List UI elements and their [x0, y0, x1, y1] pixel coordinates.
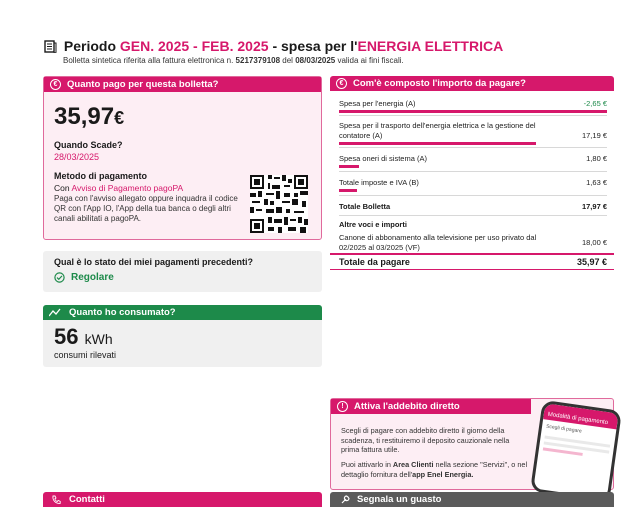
- divider: [339, 171, 607, 172]
- composition-row-value: 1,80 €: [586, 154, 607, 163]
- composition-row-value: 1,63 €: [586, 178, 607, 187]
- chart-icon: [49, 308, 61, 317]
- payment-method-label: Metodo di pagamento: [54, 171, 147, 181]
- total-bottom-line: [330, 269, 614, 270]
- direct-debit-text: Scegli di pagare con addebito diretto il giorno della scadenza, ti restituiremo il deposito cauzionale nella prima fattura utile.: [341, 426, 510, 454]
- divider: [339, 115, 607, 116]
- direct-debit-title: Attiva l'addebito diretto: [354, 401, 460, 412]
- contacts-bar[interactable]: [43, 492, 322, 507]
- document-icon: [44, 40, 57, 53]
- euro-icon: €: [50, 79, 61, 90]
- divider: [339, 195, 607, 196]
- composition-row-bar: [339, 165, 359, 168]
- payment-status-value: Regolare: [71, 272, 114, 283]
- invoice-text-1: Bolletta sintetica riferita alla fattura elettronica n.: [63, 56, 234, 65]
- qr-code[interactable]: [250, 175, 308, 233]
- composition-row-label: Spesa per il trasporto dell'energia elettrica e la gestione del contatore (A): [339, 121, 536, 140]
- bill-amount: [54, 103, 124, 131]
- invoice-number: 5217379108: [235, 56, 281, 65]
- invoice-text-3: valida ai fini fiscali.: [337, 56, 404, 65]
- phone-title: Modalità di pagamento: [543, 403, 619, 429]
- direct-debit-instructions: [341, 460, 531, 479]
- due-label: Quando Scade?: [54, 140, 123, 150]
- direct-debit-header: [331, 399, 531, 414]
- phone-illustration: [530, 400, 622, 502]
- invoice-reference: [63, 56, 404, 65]
- check-circle-icon: [54, 272, 65, 283]
- page-title: [44, 38, 503, 54]
- composition-panel: [330, 76, 614, 267]
- composition-panel-title: Com'è composto l'importo da pagare?: [353, 78, 526, 89]
- amount-value: 35,97: [54, 103, 115, 130]
- payment-panel-header: [44, 77, 321, 92]
- amount-currency: €: [114, 108, 125, 128]
- consumption-number: 56: [54, 324, 79, 349]
- consumption-panel-title: Quanto ho consumato?: [69, 307, 176, 318]
- contacts-label: Contatti: [69, 494, 105, 505]
- due-date: 28/03/2025: [54, 152, 100, 162]
- divider: [339, 147, 607, 148]
- report-fault-label: Segnala un guasto: [357, 494, 442, 505]
- payment-status-title: Qual è lo stato dei miei pagamenti precedenti?: [54, 257, 254, 267]
- wrench-icon: [340, 494, 351, 505]
- payment-method: [54, 183, 183, 193]
- composition-row-label: Spesa oneri di sistema (A): [339, 154, 427, 163]
- composition-row-label: Spesa per l'energia (A): [339, 99, 416, 108]
- payment-status-panel: [43, 251, 322, 292]
- payment-method-description: Paga con l'avviso allegato oppure inquadra il codice QR con l'App IO, l'App della tua banca o degli altri canali abilitati a pagoPA.: [54, 194, 238, 223]
- consumption-value: [54, 324, 113, 350]
- payment-panel: [43, 76, 322, 240]
- payment-method-prefix: Con: [54, 183, 70, 193]
- phone-text: Scegli di pagare: [545, 423, 583, 435]
- composition-row-label: Totale imposte e IVA (B): [339, 178, 419, 187]
- subtotal-value: 17,97 €: [581, 202, 607, 211]
- invoice-text-2: del: [282, 56, 293, 65]
- total-divider: [330, 253, 614, 255]
- composition-row-bar: [339, 189, 357, 192]
- customer-area-link[interactable]: Area Clienti: [392, 460, 434, 469]
- energy-type: ENERGIA ELETTRICA: [357, 38, 504, 54]
- total-value: 35,97 €: [576, 257, 607, 267]
- info-icon: !: [337, 401, 348, 412]
- consumption-panel-header: [43, 305, 322, 320]
- other-items-label: Altre voci e importi: [339, 220, 407, 229]
- consumption-unit: kWh: [84, 331, 113, 347]
- tv-fee-value: 18,00 €: [581, 238, 607, 247]
- direct-debit-instructions-text-1: Puoi attivarlo in: [341, 460, 391, 469]
- invoice-date: 08/03/2025: [295, 56, 336, 65]
- composition-panel-header: [330, 76, 614, 91]
- composition-row-value: 17,19 €: [581, 131, 607, 140]
- total-label: Totale da pagare: [339, 257, 410, 267]
- payment-method-value: Avviso di Pagamento pagoPA: [71, 183, 184, 193]
- subtotal-label: Totale Bolletta: [339, 202, 391, 211]
- phone-icon: [51, 495, 61, 505]
- composition-row-value: -2,65 €: [583, 99, 607, 108]
- tv-fee-label: Canone di abbonamento alla televisione per uso privato dal 02/2025 al 03/2025 (VF): [339, 233, 537, 252]
- title-mid: - spesa per l': [272, 38, 358, 54]
- divider: [339, 215, 607, 216]
- billing-period: GEN. 2025 - FEB. 2025: [119, 38, 269, 54]
- consumption-note: consumi rilevati: [54, 350, 117, 360]
- composition-row-bar: [339, 142, 536, 145]
- composition-row-bar: [339, 110, 607, 113]
- payment-panel-title: Quanto pago per questa bolletta?: [67, 79, 219, 90]
- app-link[interactable]: app Enel Energia.: [412, 469, 474, 479]
- title-prefix: Periodo: [63, 38, 117, 54]
- direct-debit-instructions-text-2: nella sezione "Servizi", o nel dettaglio fornitura dell': [341, 460, 528, 479]
- euro-icon: €: [336, 78, 347, 89]
- payment-status: [54, 272, 114, 283]
- report-fault-bar[interactable]: [330, 492, 614, 507]
- consumption-panel: [43, 305, 322, 367]
